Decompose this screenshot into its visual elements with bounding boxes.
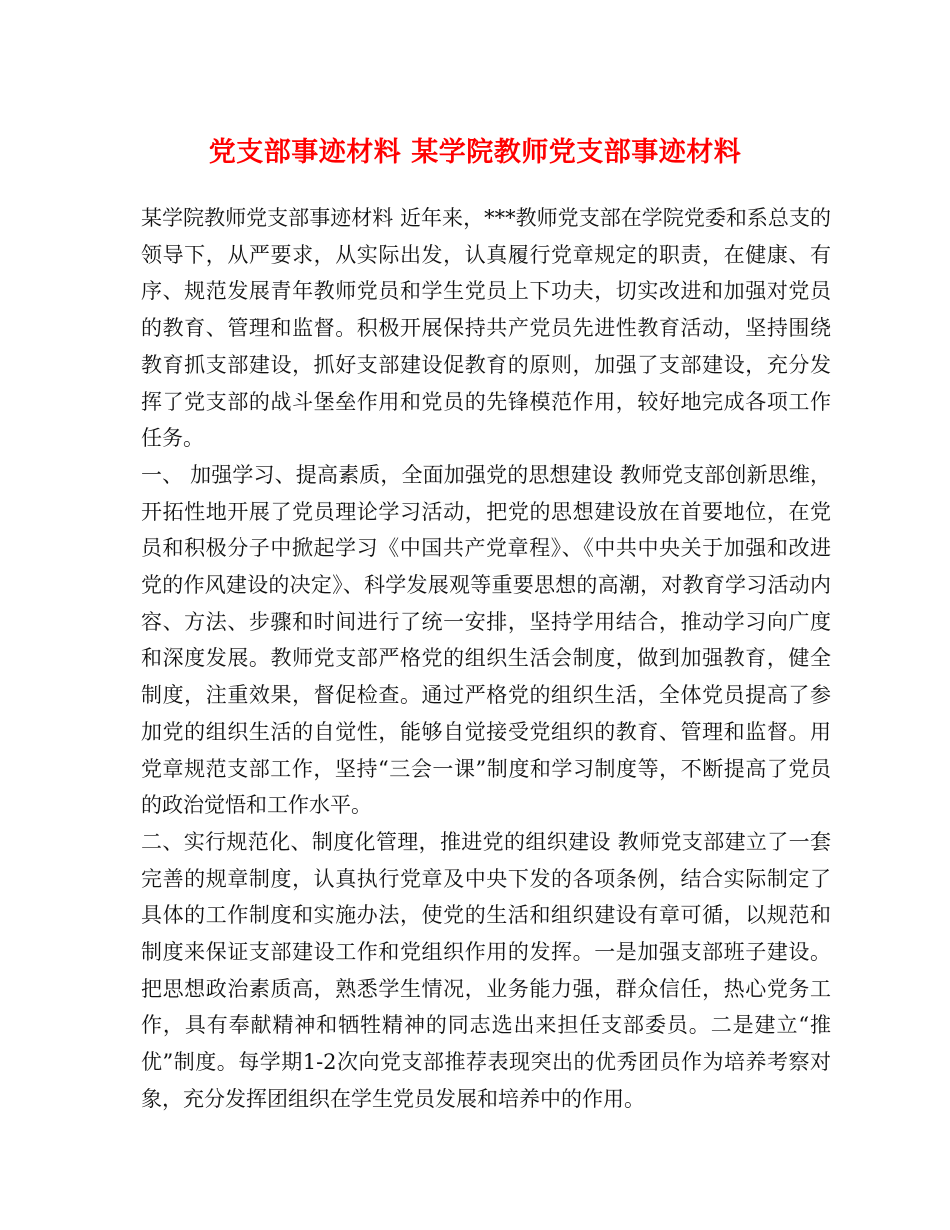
paragraph-section-2: 二、实行规范化、制度化管理，推进党的组织建设 教师党支部建立了一套完善的规章制度，认真执行党章及中央下发的各项条例，结合实际制定了具体的工作制度和实施办法，使党的生活和组织建设有章可循，以规范和制度来保证支部建设工作和党组织作用的发挥。一是加强支部班子建设。把思想政治素质高，熟悉学生情况，业务能力强，群众信任，热心党务工作，具有奉献精神和牺牲精神的同志选出来担任支部委员。二是建立“推优”制度。每学期1-2次向党支部推荐表现突出的优秀团员作为培养考察对象，充分发挥团组织在学生党员发展和培养中的作用。 bbox=[141, 829, 831, 1111]
paragraph-intro: 某学院教师党支部事迹材料 近年来，***教师党支部在学院党委和系总支的领导下，从严要求，从实际出发，认真履行党章规定的职责，在健康、有序、规范发展青年教师党员和学生党员上下功夫，切实改进和加强对党员的教育、管理和监督。积极开展保持共产党员先进性教育活动，坚持围绕教育抓支部建设，抓好支部建设促教育的原则，加强了支部建设，充分发挥了党支部的战斗堡垒作用和党员的先锋模范作用，较好地完成各项工作任务。 bbox=[141, 206, 831, 451]
paragraph-section-1: 一、 加强学习、提高素质，全面加强党的思想建设 教师党支部创新思维，开拓性地开展了党员理论学习活动，把党的思想建设放在首要地位，在党员和积极分子中掀起学习《中国共产党章程》、《中共中央关于加强和改进党的作风建设的决定》、科学发展观等重要思想的高潮，对教育学习活动内容、方法、步骤和时间进行了统一安排，坚持学用结合，推动学习向广度和深度发展。教师党支部严格党的组织生活会制度，做到加强教育，健全制度，注重效果，督促检查。通过严格党的组织生活，全体党员提高了参加党的组织生活的自觉性，能够自觉接受党组织的教育、管理和监督。用党章规范支部工作，坚持“三会一课”制度和学习制度等，不断提高了党员的政治觉悟和工作水平。 bbox=[141, 462, 831, 818]
document-title: 党支部事迹材料 某学院教师党支部事迹材料 bbox=[208, 137, 742, 168]
document-body bbox=[141, 200, 831, 1118]
